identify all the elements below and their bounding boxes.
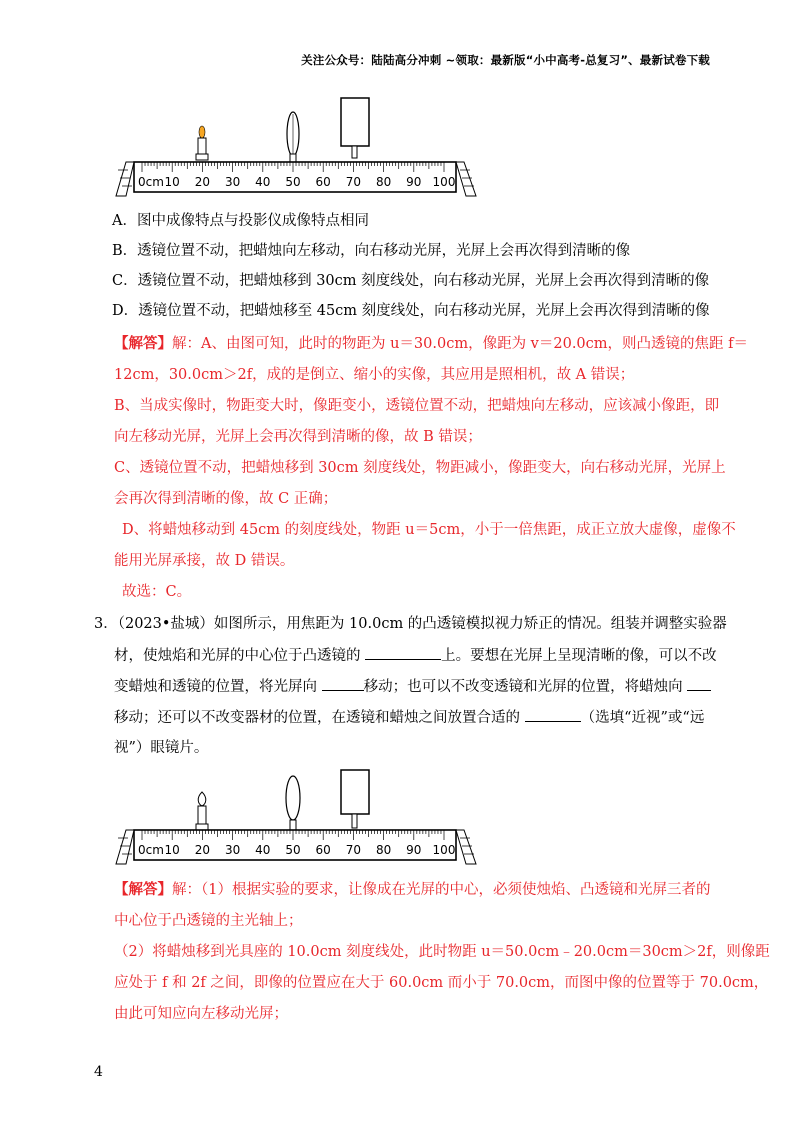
ruler-label: 40 [255,175,271,189]
answer-tag: 【解答】 [114,335,172,352]
ruler-label: 70 [345,843,362,857]
ruler-label: 30 [224,843,241,857]
answer2-line-2: 中心位于凸透镜的主光轴上； [114,913,303,929]
ruler-label: 0cm [138,843,164,857]
q3-line-1: 3．（2023•盐城）如图所示，用焦距为 10.0cm 的凸透镜模拟视力矫正的情况。组装并调整实验器 [94,616,727,632]
q3-line-5: 视”）眼镜片。 [114,740,209,756]
blank-1[interactable] [365,645,441,660]
ruler-label: 80 [375,175,392,189]
answer1-line-3: B、当成实像时，物距变大时，像距变小，透镜位置不动，把蜡烛向左移动，应该减小像距，即 [114,398,720,414]
ruler-label: 10 [164,843,180,857]
lens-shape [286,776,300,820]
optical-bench-figure-1 [112,92,480,200]
q3-line-2: 材，使烛焰和光屏的中心位于凸透镜的 上。要想在光屏上呈现清晰的像，可以不改 [114,645,717,666]
candle-flame [198,792,206,806]
q3-line-4: 移动；还可以不改变器材的位置，在透镜和蜡烛之间放置合适的 （选填“近视”或“远 [114,707,704,728]
ruler-label: 100 [432,843,456,857]
ruler-label: 40 [255,843,271,857]
ruler-label: 90 [406,175,422,189]
page-number: 4 [94,1064,103,1080]
answer1-line-5: C、透镜位置不动，把蜡烛移到 30cm 刻度线处，物距减小，像距变大，向右移动光屏，光屏上 [114,460,726,476]
answer2-line-3: （2）将蜡烛移到光具座的 10.0cm 刻度线处，此时物距 u＝50.0cm﹣20.0cm＝30cm＞2f，则像距 [114,944,770,960]
answer2-line-4: 应处于 f 和 2f 之间，即像的位置应在大于 60.0cm 而小于 70.0cm，而图中像的位置等于 70.0cm， [114,975,769,991]
ruler-label: 30 [224,175,241,189]
screen-shape [341,770,369,814]
ruler-label: 20 [194,175,211,189]
ruler-label: 10 [164,175,180,189]
answer1-line-8: 能用光屏承接，故 D 错误。 [114,553,295,569]
option-a: A．图中成像特点与投影仪成像特点相同 [112,213,369,229]
q3-line-3: 变蜡烛和透镜的位置，将光屏向 移动；也可以不改变透镜和光屏的位置，将蜡烛向 [114,676,711,697]
ruler-label: 100 [432,175,456,189]
answer-tag: 【解答】 [114,881,172,898]
page-header: 关注公众号：陆陆高分冲刺 ~领取：最新版“小中高考-总复习”、最新试卷下载 [301,53,710,67]
blank-3[interactable] [687,676,711,691]
ruler-label: 90 [406,843,422,857]
answer1-line-9: 故选：C。 [122,584,192,600]
optical-bench-figure-2 [112,764,480,868]
answer1-line-1: 【解答】解：A、由图可知，此时的物距为 u＝30.0cm，像距为 v＝20.0cm，则凸透镜的焦距 f＝ [114,335,749,352]
blank-2[interactable] [322,676,364,691]
candle-body [198,806,206,824]
ruler-label: 0cm [138,175,164,189]
option-b: B．透镜位置不动，把蜡烛向左移动，向右移动光屏，光屏上会再次得到清晰的像 [112,243,631,259]
screen-post [352,146,357,158]
blank-4[interactable] [525,707,581,722]
screen-shape [341,98,369,146]
ruler-label: 20 [194,843,211,857]
option-c: C．透镜位置不动，把蜡烛移到 30cm 刻度线处，向右移动光屏，光屏上会再次得到清晰的像 [112,273,710,289]
ruler-label: 70 [345,175,362,189]
answer1-line-7: D、将蜡烛移动到 45cm 的刻度线处，物距 u＝5cm，小于一倍焦距，成正立放大虚像，虚像不 [122,522,736,538]
ruler-label: 60 [315,175,331,189]
option-d: D．透镜位置不动，把蜡烛移至 45cm 刻度线处，向右移动光屏，光屏上会再次得到清晰的像 [112,303,710,319]
ruler-label: 50 [285,175,301,189]
answer1-line-4: 向左移动光屏，光屏上会再次得到清晰的像，故 B 错误； [114,429,482,445]
answer2-line-5: 由此可知应向左移动光屏； [114,1006,288,1022]
answer1-line-2: 12cm，30.0cm＞2f，成的是倒立、缩小的实像，其应用是照相机，故 A 错误； [114,367,635,383]
ruler-label: 60 [315,843,331,857]
candle-flame [199,126,205,138]
answer2-line-1: 【解答】解：（1）根据实验的要求，让像成在光屏的中心，必须使烛焰、凸透镜和光屏三者的 [114,881,711,898]
candle-body [198,138,206,154]
answer1-line-6: 会再次得到清晰的像，故 C 正确； [114,491,338,507]
ruler-label: 50 [285,843,301,857]
ruler-label: 80 [375,843,392,857]
